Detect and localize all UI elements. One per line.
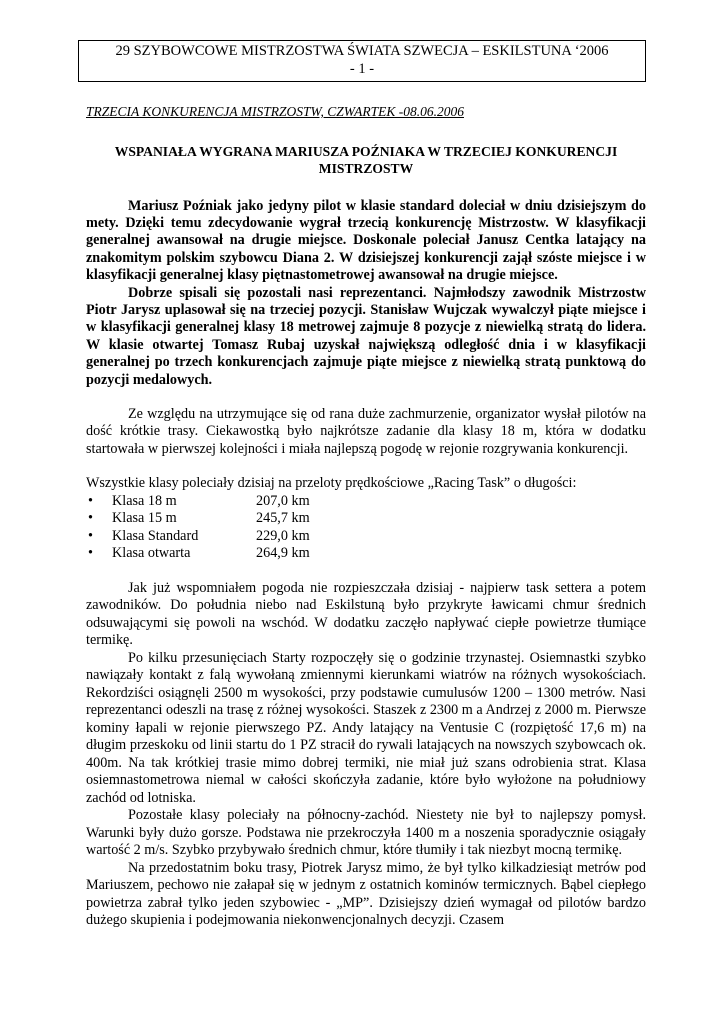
bullet-icon: •: [88, 492, 93, 509]
body-paragraph: Po kilku przesunięciach Starty rozpoczęły się o godzinie trzynastej. Osiemnastki szybko nawiązały kontakt z falą wywołaną zmiennymi kierunkami wiatrów na różnych wysokościach. Rekordziści osiągnęli 2500 m wysokości, przy podstawie cumulusów 1200 – 1300 metrów. Nasi reprezentanci odeszli na trasę z różnej wysokości. Staszek z 2300 m a Andrzej z 2000 m. Pierwsze kominy łapali w rejonie pierwszego PZ. Andy latający na Ventusie C (rozpiętość 17,6 m) na długim przeskoku od linii startu do 1 PZ stracił do rywali latających na nowszych szybowcach ok. 400m. Na tak krótkiej trasie mimo dobrej termiki, nie miał już szans odrobienia strat. Klasa osiemnastometrowa niemal w całości skończyła zadanie, które było wyłożone na południowy zachód od lotniska.: [86, 649, 646, 806]
list-item: • Klasa 15 m 245,7 km: [88, 510, 310, 527]
list-item: • Klasa 18 m 207,0 km: [88, 492, 310, 509]
article-headline: WSPANIAŁA WYGRANA MARIUSZA POŹNIAKA W TRZECIEJ KONKURENCJI MISTRZOSTW: [114, 143, 618, 176]
competition-day-subtitle: TRZECIA KONKURENCJA MISTRZOSTW, CZWARTEK -08.06.2006: [86, 104, 464, 119]
bullet-icon: •: [88, 545, 93, 562]
article-body: [86, 406, 646, 930]
body-paragraph: Jak już wspomniałem pogoda nie rozpieszczała dzisiaj - najpierw task settera a potem zawodników. Do południa niebo nad Eskilstuną było przykryte ławicami chmur średnich odsuwającymi się powoli na wschód. W dodatku zaczęło napływać ciepłe powietrze tłumiące termikę.: [86, 579, 646, 649]
intro-paragraph: Mariusz Poźniak jako jedyny pilot w klasie standard doleciał w dniu dzisiejszym do mety. Dzięki temu zdecydowanie wygrał trzecią konkurencję Mistrzostw. W klasyfikacji generalnej awansował na drugie miejsce. Doskonale poleciał Janusz Centka latający na znakomitym polskim szybowcu Diana 2. W dzisiejszej konkurencji zajął szóste miejsce i w klasyfikacji generalnej klasy piętnastometrowej awansował na drugie miejsce.: [86, 197, 646, 284]
bullet-icon: •: [88, 527, 93, 544]
task-list-intro: Wszystkie klasy poleciały dzisiaj na przeloty prędkościowe „Racing Task” o długości:: [86, 475, 577, 492]
intro-section: [86, 198, 646, 389]
page-header: [78, 40, 646, 82]
body-paragraph: Ze względu na utrzymujące się od rana duże zachmurzenie, organizator wysłał pilotów na dość krótkie trasy. Ciekawostką było najkrótsze zadanie dla klasy 18 m, która w dodatku startowała w pierwszej kolejności i miała najlepszą pogodę w rejonie rozgrywania konkurencji.: [86, 405, 646, 457]
header-title: 29 SZYBOWCOWE MISTRZOSTWA ŚWIATA SZWECJA – ESKILSTUNA ‘2006: [115, 43, 609, 59]
task-list: [86, 493, 646, 563]
body-paragraph: Pozostałe klasy poleciały na północny-zachód. Niestety nie był to najlepszy pomysł. Warunki były dużo gorsze. Podstawa nie przekroczyła 1400 m a noszenia sporadycznie osiągały wartość 2 m/s. Szybko przybywało średnich chmur, które tłumiły i tak niezbyt mocną termikę.: [86, 807, 646, 859]
body-paragraph: Na przedostatnim boku trasy, Piotrek Jarysz mimo, że był tylko kilkadziesiąt metrów pod Mariuszem, pechowo nie załapał się w jednym z ostatnich kominów termicznych. Bąbel ciepłego powietrza zabrał tylko jeden szybowiec - „MP”. Dzisiejszy dzień wymagał od pilotów bardzo dużego skupienia i podejmowania niekonwencjonalnych decyzji. Czasem: [86, 859, 646, 929]
page-number: - 1 -: [349, 60, 375, 77]
intro-paragraph: Dobrze spisali się pozostali nasi reprezentanci. Najmłodszy zawodnik Mistrzostw Piotr Jarysz uplasował się na trzeciej pozycji. Stanisław Wujczak wywalczył piąte miejsce i w klasyfikacji generalnej klasy 18 metrowej zajmuje 8 pozycje z niewielką stratą do lidera. W klasie otwartej Tomasz Rubaj uzyskał największą odległość dnia i w klasyfikacji generalnej po trzech konkurencjach zajmuje piąte miejsce z niewielką stratą punktową do pozycji medalowych.: [86, 284, 646, 388]
bullet-icon: •: [88, 510, 93, 527]
document-page: [86, 40, 646, 930]
list-item: • Klasa otwarta 264,9 km: [88, 545, 310, 562]
list-item: • Klasa Standard 229,0 km: [88, 527, 310, 544]
